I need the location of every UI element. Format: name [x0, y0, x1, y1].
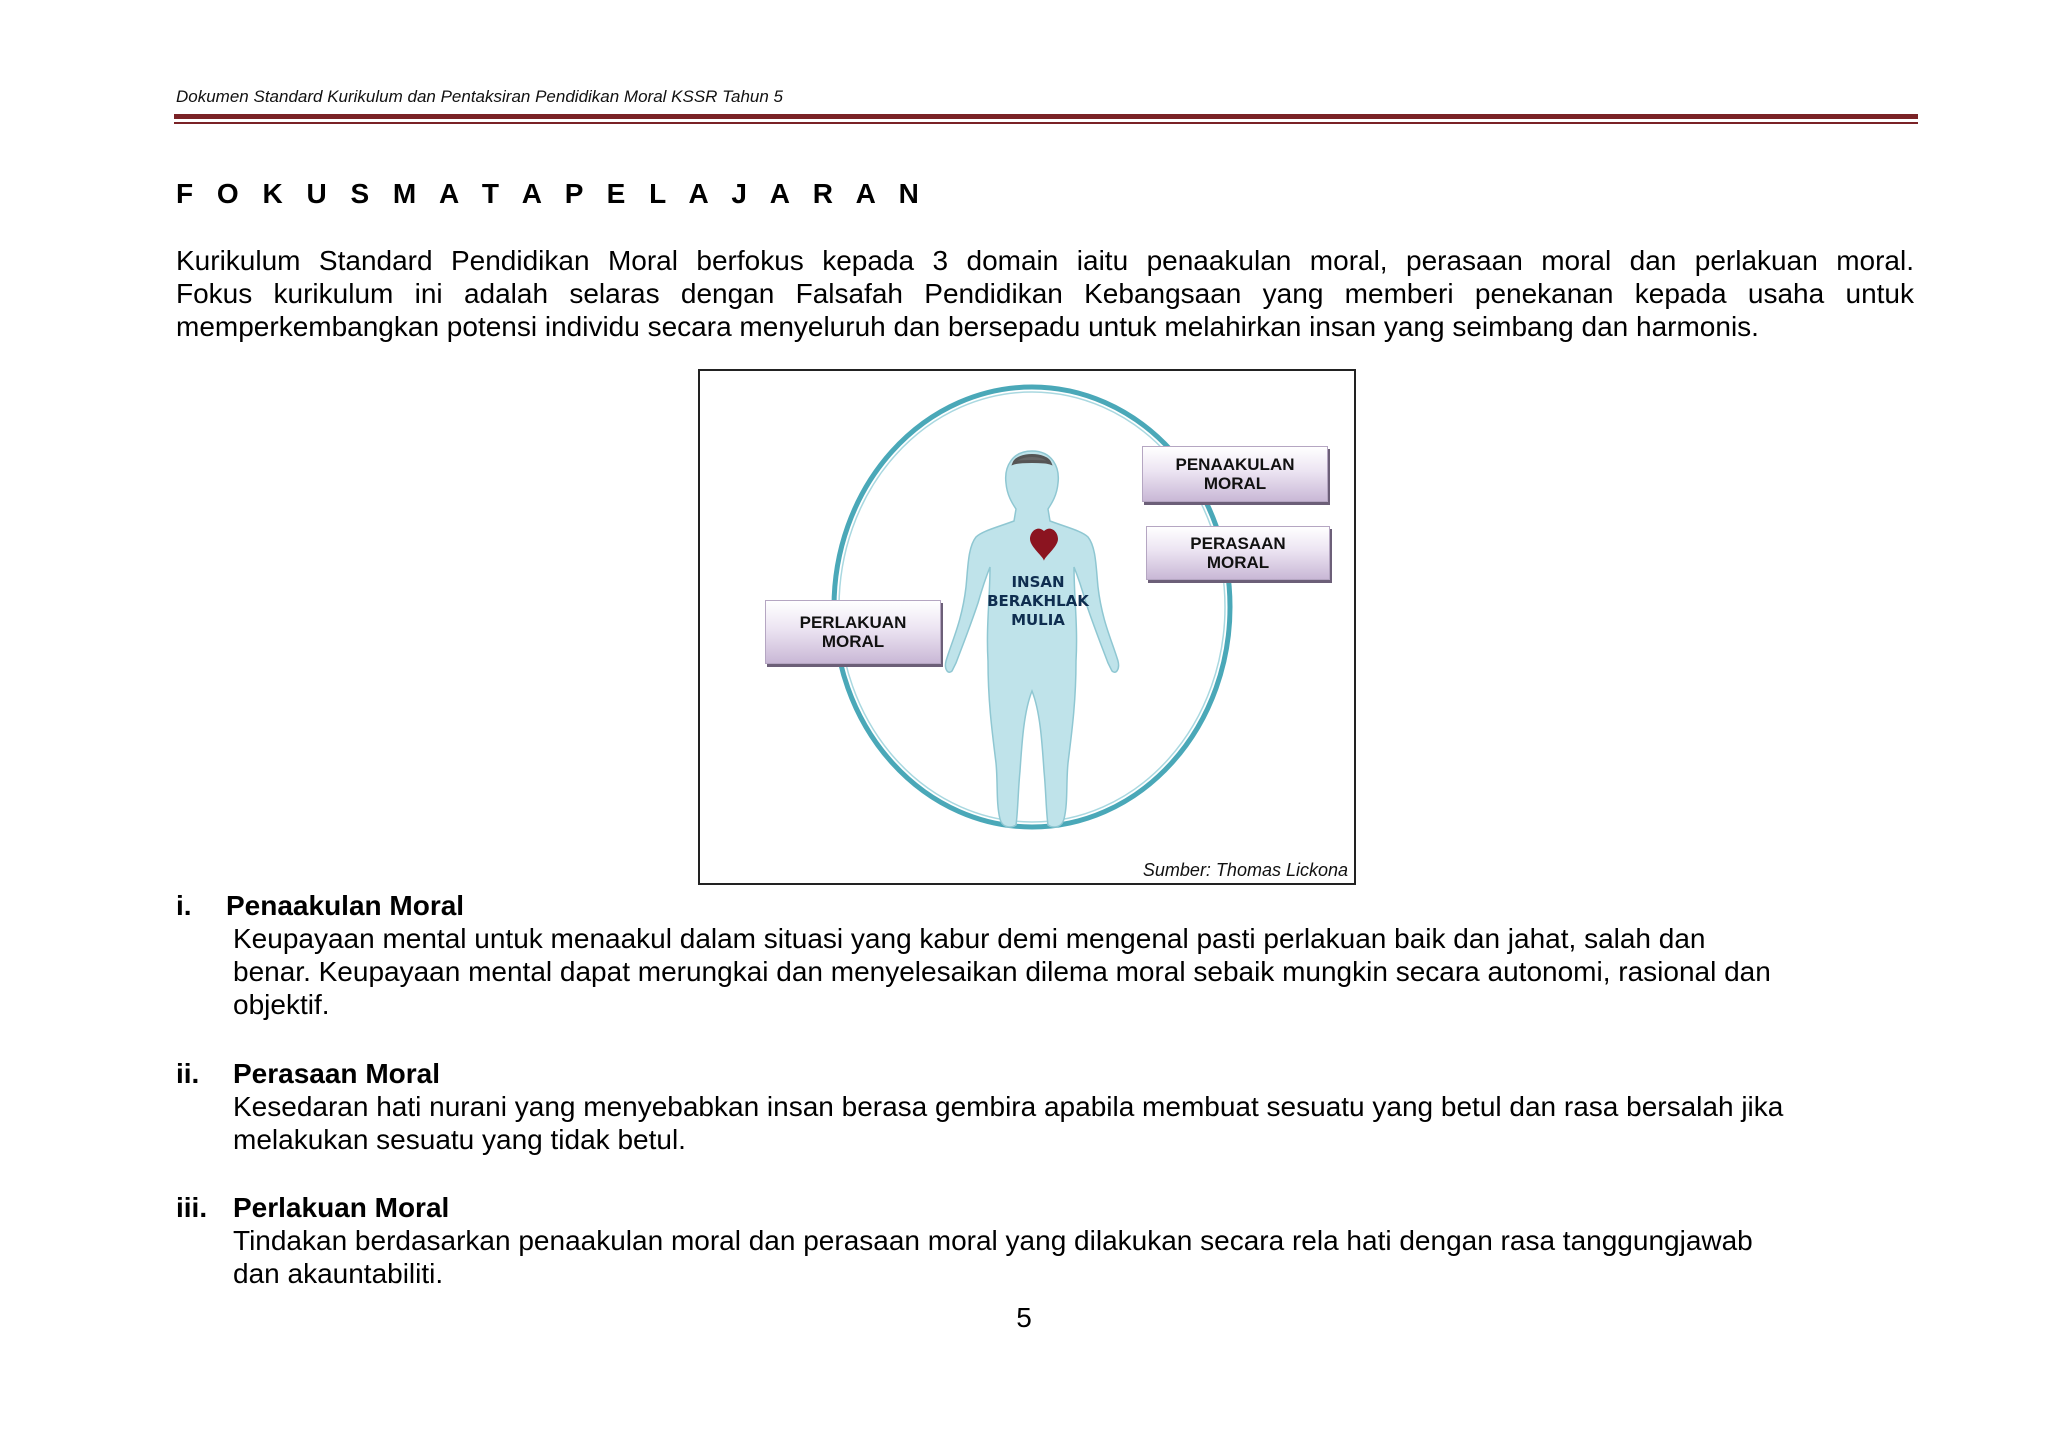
item-heading: Perlakuan Moral [233, 1192, 450, 1223]
item-line: Tindakan berdasarkan penaakulan moral dan perasaan moral yang dilakukan secara rela hati dengan rasa tanggungjawab [233, 1225, 1753, 1256]
item-perlakuan-moral [176, 1191, 1916, 1291]
item-line: objektif. [233, 989, 330, 1020]
item-line: benar. Keupayaan mental dapat merungkai dan menyelesaikan dilema moral sebaik mungkin secara autonomi, rasional dan [233, 956, 1771, 987]
moral-domains-figure [698, 369, 1356, 885]
item-body [233, 1224, 1913, 1290]
item-body [233, 1090, 1913, 1156]
center-label-line-1: INSAN [1011, 573, 1065, 591]
item-line: Keupayaan mental untuk menaakul dalam situasi yang kabur demi mengenal pasti perlakuan baik dan jahat, salah dan [233, 923, 1706, 954]
box-label-line-1: PERASAAN [1190, 534, 1286, 553]
intro-line-1: Kurikulum Standard Pendidikan Moral berfokus kepada 3 domain iaitu penaakulan moral, perasaan moral dan perlakuan moral. [176, 245, 1914, 276]
box-label-line-1: PERLAKUAN [799, 613, 907, 632]
item-line: melakukan sesuatu yang tidak betul. [233, 1124, 686, 1155]
item-number: iii. [176, 1192, 208, 1223]
item-perasaan-moral [176, 1057, 1916, 1157]
page-number: 5 [1016, 1302, 1032, 1333]
human-figure-icon [945, 451, 1118, 827]
perlakuan-moral-box [765, 600, 941, 664]
center-label-line-3: MULIA [1011, 611, 1065, 629]
item-penaakulan-moral [176, 889, 1916, 1019]
section-title: F O K U S M A T A P E L A J A R A N [176, 178, 927, 209]
item-heading: Penaakulan Moral [226, 890, 465, 921]
penaakulan-moral-box [1142, 446, 1328, 502]
box-label-line-2: MORAL [1203, 474, 1267, 493]
item-body [233, 922, 1913, 1021]
item-number: i. [176, 890, 192, 921]
intro-line-2: Fokus kurikulum ini adalah selaras dengan Falsafah Pendidikan Kebangsaan yang memberi penekanan kepada usaha untuk [176, 278, 1914, 309]
box-label-line-2: MORAL [1206, 553, 1270, 572]
hair-shape [1014, 456, 1050, 464]
header-rule-thick [174, 114, 1918, 119]
box-label-line-2: MORAL [821, 632, 885, 651]
item-line: dan akauntabiliti. [233, 1258, 444, 1289]
insan-berakhlak-mulia-label [983, 573, 1093, 630]
header-rule-thin [174, 122, 1918, 124]
item-line: Kesedaran hati nurani yang menyebabkan insan berasa gembira apabila membuat sesuatu yang betul dan rasa bersalah jika [233, 1091, 1784, 1122]
item-heading: Perasaan Moral [233, 1058, 440, 1089]
center-label-line-2: BERAKHLAK [987, 592, 1089, 610]
intro-paragraph [176, 244, 1914, 343]
intro-line-3: memperkembangkan potensi individu secara menyeluruh dan bersepadu untuk melahirkan insan yang seimbang dan harmonis. [176, 311, 1759, 342]
figure-caption: Sumber: Thomas Lickona [1142, 860, 1348, 880]
item-number: ii. [176, 1058, 200, 1089]
box-label-line-1: PENAAKULAN [1175, 455, 1295, 474]
running-header: Dokumen Standard Kurikulum dan Pentaksiran Pendidikan Moral KSSR Tahun 5 [176, 87, 783, 106]
perasaan-moral-box [1146, 526, 1330, 580]
